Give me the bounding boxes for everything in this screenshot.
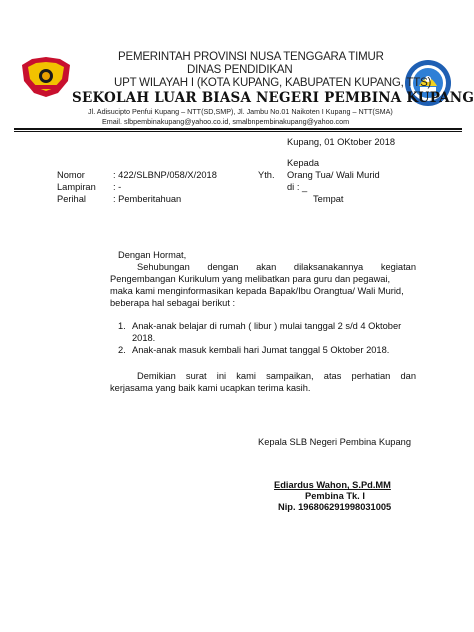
signatory-rank: Pembina Tk. I bbox=[305, 491, 365, 501]
letterhead-school-name: SEKOLAH LUAR BIASA NEGERI PEMBINA KUPANG bbox=[72, 90, 474, 106]
letterhead-divider-thick bbox=[14, 128, 462, 130]
recipient-di: di : _ bbox=[287, 182, 308, 192]
letterhead-unit: UPT WILAYAH I (KOTA KUPANG, KABUPATEN KUPANG, TTS) bbox=[114, 77, 432, 89]
signatory-position: Kepala SLB Negeri Pembina Kupang bbox=[258, 437, 411, 447]
list-item-1-number: 1. bbox=[118, 321, 126, 331]
letterhead-divider-thin bbox=[14, 131, 462, 132]
list-item-2-line-1: Anak-anak masuk kembali hari Jumat tanggal 5 Oktober 2018. bbox=[132, 345, 390, 355]
word: surat bbox=[185, 371, 207, 381]
paragraph-1-line-1 bbox=[137, 262, 416, 272]
letterhead-email: Email. slbpembinakupang@yahoo.co.id, smalbnpembinakupang@yahoo.com bbox=[102, 117, 350, 126]
letterhead-address: Jl. Adisucipto Penfui Kupang – NTT(SD,SMP), Jl. Jambu No.01 Naikoten I Kupang – NTT(SMA) bbox=[88, 107, 393, 116]
signatory-nip: Nip. 196806291998031005 bbox=[278, 502, 392, 512]
perihal-label: Perihal bbox=[57, 194, 86, 204]
word: dengan bbox=[207, 262, 239, 272]
word: kami bbox=[236, 371, 256, 381]
letterhead-department: DINAS PENDIDIKAN bbox=[187, 64, 293, 76]
word: dan bbox=[400, 371, 416, 381]
word: Sehubungan bbox=[137, 262, 190, 272]
word: perhatian bbox=[351, 371, 391, 381]
paragraph-1-line-2: Pengembangan Kurikulum yang melibatkan para guru dan pegawai, bbox=[110, 274, 391, 284]
word: Demikian bbox=[137, 371, 176, 381]
greeting: Dengan Hormat, bbox=[118, 250, 187, 260]
closing-line-1 bbox=[137, 371, 416, 381]
signatory-name: Ediardus Wahon, S.Pd.MM bbox=[274, 480, 391, 490]
word: sampaikan, bbox=[266, 371, 314, 381]
word: ini bbox=[216, 371, 227, 381]
list-item-2-number: 2. bbox=[118, 345, 126, 355]
recipient-kepada: Kepada bbox=[287, 158, 320, 168]
recipient-name: Orang Tua/ Wali Murid bbox=[287, 170, 380, 180]
nomor-value: : 422/SLBNP/058/X/2018 bbox=[113, 170, 217, 180]
word: atas bbox=[323, 371, 342, 381]
perihal-value: : Pemberitahuan bbox=[113, 194, 182, 204]
word: dilaksanakannya bbox=[293, 262, 364, 272]
word: akan bbox=[256, 262, 277, 272]
paragraph-1-line-4: beberapa hal sebagai berikut : bbox=[110, 298, 236, 308]
province-emblem-logo bbox=[18, 55, 74, 99]
recipient-yth: Yth. bbox=[258, 170, 275, 180]
recipient-tempat: Tempat bbox=[313, 194, 344, 204]
paragraph-1-line-3: maka kami menginformasikan kepada Bapak/Ibu Orangtua/ Wali Murid, bbox=[110, 286, 404, 296]
nomor-label: Nomor bbox=[57, 170, 85, 180]
lampiran-value: : - bbox=[113, 182, 122, 192]
letter-date: Kupang, 01 OKtober 2018 bbox=[287, 137, 396, 147]
closing-line-2: kerjasama yang baik kami ucapkan terima kasih. bbox=[110, 383, 311, 393]
lampiran-label: Lampiran bbox=[57, 182, 96, 192]
list-item-1-line-2: 2018. bbox=[132, 333, 156, 343]
word: kegiatan bbox=[380, 262, 416, 272]
list-item-1-line-1: Anak-anak belajar di rumah ( libur ) mulai tanggal 2 s/d 4 Oktober bbox=[132, 321, 402, 331]
letterhead-government: PEMERINTAH PROVINSI NUSA TENGGARA TIMUR bbox=[118, 51, 384, 63]
